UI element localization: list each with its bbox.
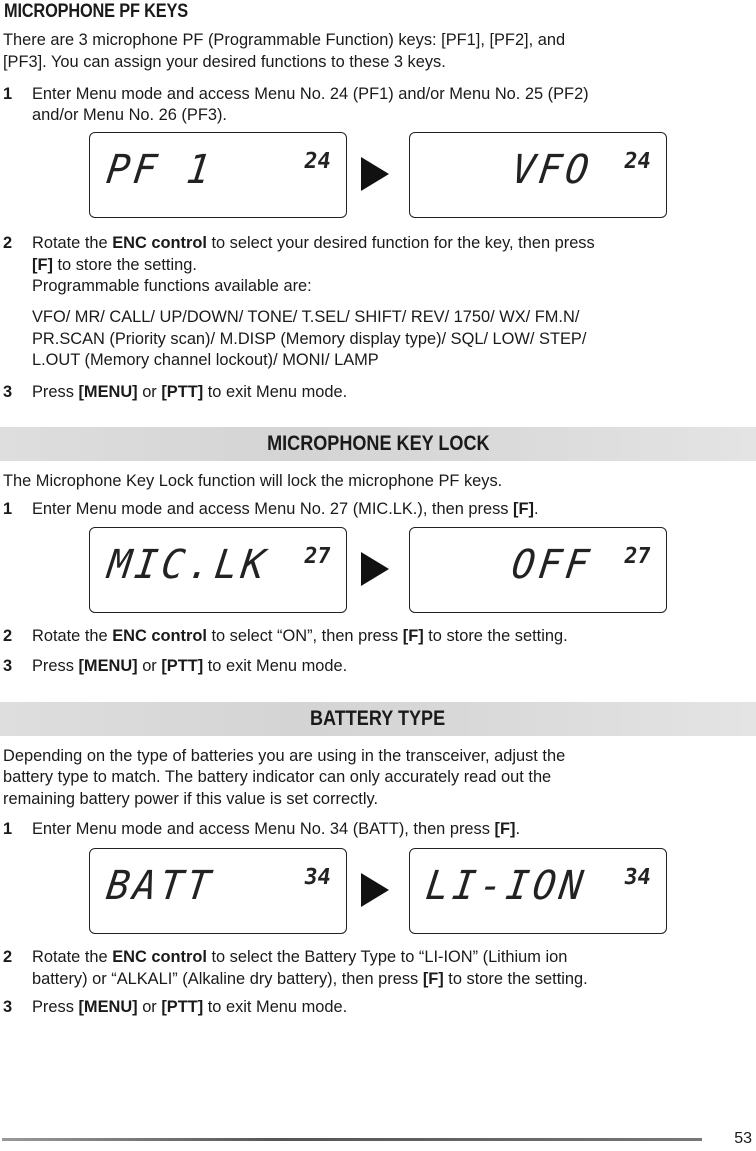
lcd-display-value xyxy=(409,848,667,934)
right-arrow-icon xyxy=(361,157,389,191)
step-number: 1 xyxy=(3,85,13,103)
step-text: [F] to store the setting. xyxy=(32,256,197,274)
lcd-text: LI-ION xyxy=(423,863,590,909)
lcd-text: VFO xyxy=(509,147,596,193)
step-text: Enter Menu mode and access Menu No. 27 (MIC.LK.), then press [F]. xyxy=(32,500,539,518)
lcd-display-menu xyxy=(89,132,347,218)
lcd-display-value xyxy=(409,132,667,218)
step-text: Programmable functions available are: xyxy=(32,277,312,295)
intro-line: There are 3 microphone PF (Programmable Function) keys: [PF1], [PF2], and xyxy=(3,31,566,49)
intro-line: Depending on the type of batteries you are using in the transceiver, adjust the xyxy=(3,747,566,765)
function-list-line: PR.SCAN (Priority scan)/ M.DISP (Memory display type)/ SQL/ LOW/ STEP/ xyxy=(32,330,587,348)
step-number: 2 xyxy=(3,948,13,966)
lcd-display-value xyxy=(409,527,667,613)
step-number: 3 xyxy=(3,383,13,401)
step-number: 1 xyxy=(3,500,13,518)
right-arrow-icon xyxy=(361,873,389,907)
step-number: 3 xyxy=(3,657,13,675)
step-text: Press [MENU] or [PTT] to exit Menu mode. xyxy=(32,998,348,1016)
step-text: Enter Menu mode and access Menu No. 24 (PF1) and/or Menu No. 25 (PF2) xyxy=(32,85,589,103)
function-list-line: L.OUT (Memory channel lockout)/ MONI/ LAMP xyxy=(32,351,379,369)
step-text: battery) or “ALKALI” (Alkaline dry battery), then press [F] to store the setting. xyxy=(32,970,588,988)
intro-line: battery type to match. The battery indicator can only accurately read out the xyxy=(3,768,552,786)
lcd-menu-number: 27 xyxy=(302,544,333,569)
step-number: 3 xyxy=(3,998,13,1016)
lcd-menu-number: 27 xyxy=(622,544,653,569)
step-number: 2 xyxy=(3,234,13,252)
intro-line: remaining battery power if this value is set correctly. xyxy=(3,790,379,808)
step-text: and/or Menu No. 26 (PF3). xyxy=(32,106,227,124)
step-text: Press [MENU] or [PTT] to exit Menu mode. xyxy=(32,657,348,675)
step-text: Rotate the ENC control to select the Battery Type to “LI-ION” (Lithium ion xyxy=(32,948,568,966)
footer-rule xyxy=(2,1138,702,1141)
function-list-line: VFO/ MR/ CALL/ UP/DOWN/ TONE/ T.SEL/ SHIFT/ REV/ 1750/ WX/ FM.N/ xyxy=(32,308,580,326)
step-text: Press [MENU] or [PTT] to exit Menu mode. xyxy=(32,383,348,401)
section-band xyxy=(0,427,756,461)
lcd-menu-number: 34 xyxy=(622,865,653,890)
step-text: Rotate the ENC control to select your desired function for the key, then press xyxy=(32,234,595,252)
lcd-menu-number: 24 xyxy=(302,149,333,174)
lcd-menu-number: 24 xyxy=(622,149,653,174)
right-arrow-icon xyxy=(361,552,389,586)
section-heading-key-lock: MICROPHONE KEY LOCK xyxy=(266,432,490,455)
page-number: 53 xyxy=(734,1130,752,1147)
lcd-text: OFF xyxy=(509,542,596,588)
step-number: 1 xyxy=(3,820,13,838)
step-text: Rotate the ENC control to select “ON”, then press [F] to store the setting. xyxy=(32,627,568,645)
section-heading-battery: BATTERY TYPE xyxy=(310,707,446,730)
lcd-text: BATT xyxy=(103,863,217,909)
lcd-menu-number: 34 xyxy=(302,865,333,890)
step-text: Enter Menu mode and access Menu No. 34 (BATT), then press [F]. xyxy=(32,820,520,838)
lcd-display-menu xyxy=(89,848,347,934)
section-heading-pf-keys: MICROPHONE PF KEYS xyxy=(4,1,188,22)
section-band xyxy=(0,702,756,736)
lcd-text: MIC.LK xyxy=(105,542,272,588)
lcd-text: PF 1 xyxy=(103,147,217,193)
step-number: 2 xyxy=(3,627,13,645)
intro-line: [PF3]. You can assign your desired functions to these 3 keys. xyxy=(3,53,446,71)
intro-line: The Microphone Key Lock function will lock the microphone PF keys. xyxy=(3,472,503,490)
lcd-display-menu xyxy=(89,527,347,613)
